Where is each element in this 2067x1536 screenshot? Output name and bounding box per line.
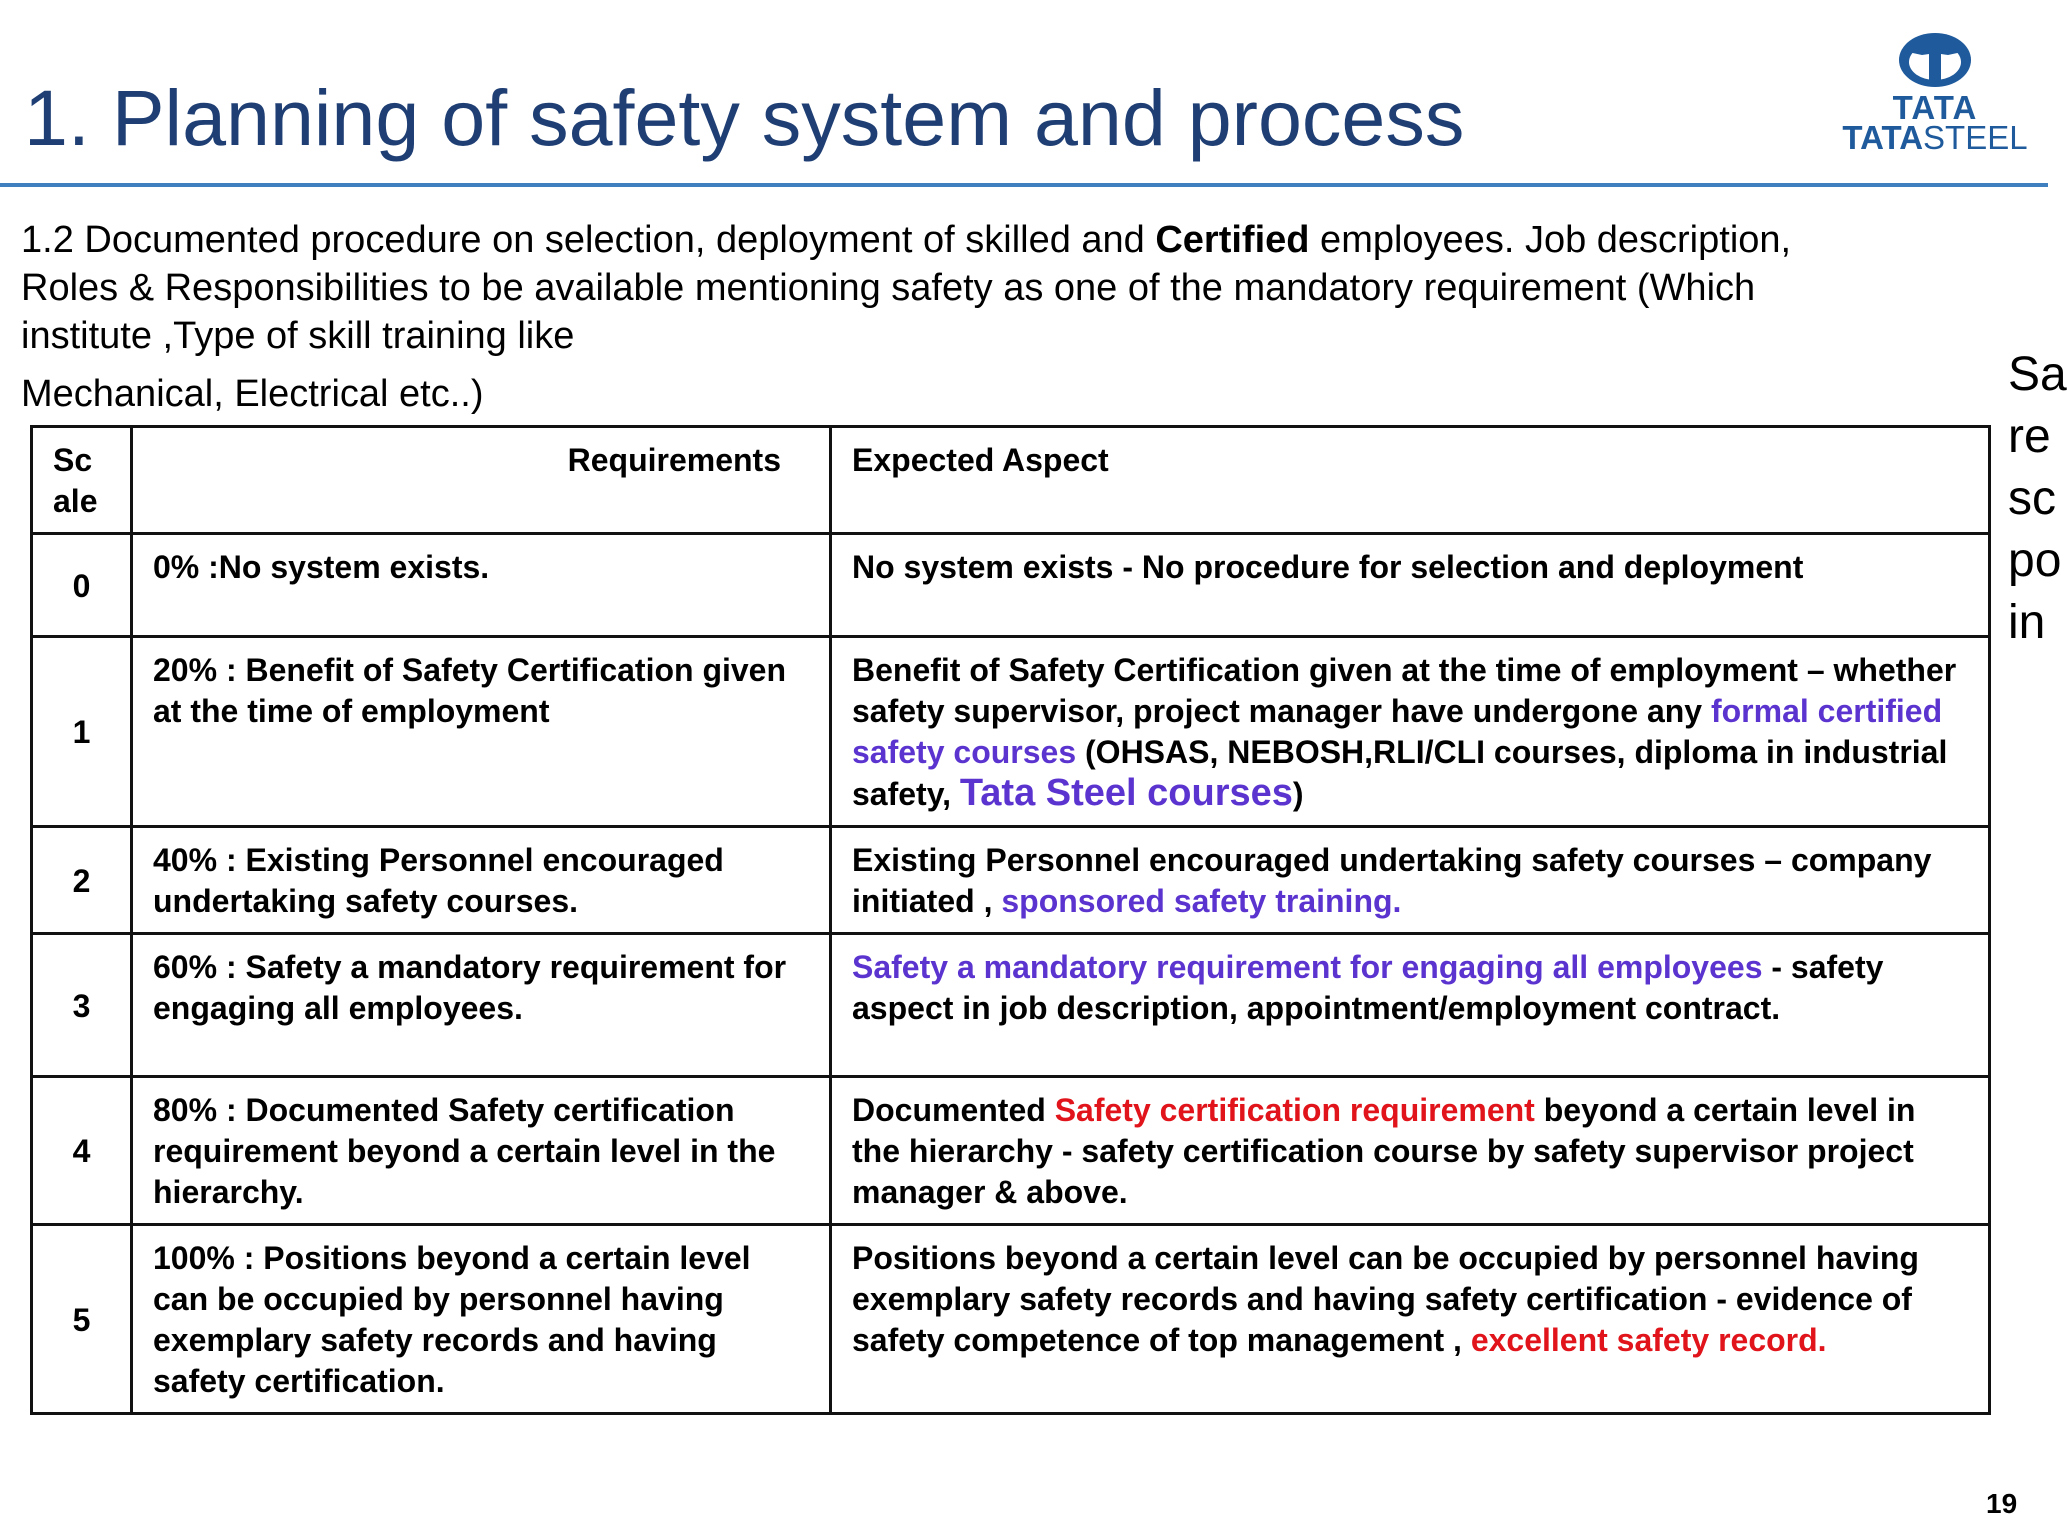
highlight-blue: Tata Steel courses (959, 772, 1293, 814)
side-fragment: Sa (2008, 348, 2067, 401)
side-fragment: re (2008, 410, 2051, 463)
table-row (32, 1077, 1990, 1225)
logo-word-steel: STEEL (1923, 119, 2028, 156)
intro-line-4: Mechanical, Electrical etc..) (21, 373, 484, 415)
side-fragment: in (2008, 596, 2046, 649)
safety-scale-table (30, 425, 1991, 1415)
expected-cell: Existing Personnel encouraged undertaking safety courses – company initiated , sponsored safety training. (831, 827, 1990, 934)
expected-cell: Benefit of Safety Certification given at the time of employment – whether safety supervisor, project manager have undergone any formal certified safety courses (OHSAS, NEBOSH,RLI/CLI courses, diploma in industrial safety, Tata Steel courses) (831, 637, 1990, 827)
logo-word-tata: TATA (1892, 89, 1978, 126)
highlight-blue: sponsored safety training. (1001, 883, 1402, 919)
header-requirements: Requirements (132, 427, 831, 534)
requirement-cell: 80% : Documented Safety certification requirement beyond a certain level in the hierarchy. (132, 1077, 831, 1225)
highlight-red: Safety certification requirement (1054, 1092, 1535, 1128)
logo-word-tata-2: TATA (1842, 119, 1924, 156)
scale-cell: 5 (32, 1225, 132, 1414)
side-fragment: sc (2008, 472, 2056, 525)
expected-cell: Documented Safety certification requirement beyond a certain level in the hierarchy - safety certification course by safety supervisor project manager & above. (831, 1077, 1990, 1225)
highlight-red: excellent safety record. (1470, 1322, 1827, 1358)
scale-cell: 1 (32, 637, 132, 827)
table-row (32, 637, 1990, 827)
header-scale: Sc ale (32, 427, 132, 534)
table-row (32, 534, 1990, 637)
tata-steel-logo (1840, 28, 2030, 158)
slide-title: 1. Planning of safety system and process (24, 73, 1465, 162)
scale-cell: 2 (32, 827, 132, 934)
requirement-cell: 100% : Positions beyond a certain level can be occupied by personnel having exemplary safety records and having safety certification. (132, 1225, 831, 1414)
table-row (32, 827, 1990, 934)
expected-cell: No system exists - No procedure for selection and deployment (831, 534, 1990, 637)
scale-cell: 0 (32, 534, 132, 637)
requirement-cell: 20% : Benefit of Safety Certification given at the time of employment (132, 637, 831, 827)
intro-line-1: 1.2 Documented procedure on selection, deployment of skilled and Certified employees. Job description, (21, 219, 1792, 261)
expected-cell: Positions beyond a certain level can be occupied by personnel having exemplary safety records and having safety certification - evidence of safety competence of top management , excellent safety record. (831, 1225, 1990, 1414)
logo-word-tatasteel (1840, 121, 2030, 154)
scale-cell: 3 (32, 934, 132, 1077)
expected-cell: Safety a mandatory requirement for engaging all employees - safety aspect in job description, appointment/employment contract. (831, 934, 1990, 1077)
side-fragment: po (2008, 534, 2062, 587)
scale-cell: 4 (32, 1077, 132, 1225)
intro-line-2: Roles & Responsibilities to be available mentioning safety as one of the mandatory requirement (Which (21, 267, 1756, 309)
clipped-side-text (2008, 344, 2067, 654)
intro-certified: Certified (1155, 219, 1310, 261)
table-header-row (32, 427, 1990, 534)
table-row (32, 934, 1990, 1077)
intro-line-3: institute ,Type of skill training like (21, 315, 575, 357)
requirement-cell: 0% :No system exists. (132, 534, 831, 637)
title-divider (0, 183, 2048, 187)
requirement-cell: 60% : Safety a mandatory requirement for engaging all employees. (132, 934, 831, 1077)
highlight-blue: Safety a mandatory requirement for engaging all employees (852, 949, 1763, 985)
intro-paragraph (21, 216, 1951, 418)
page-number: 19 (1986, 1488, 2018, 1519)
table-row (32, 1225, 1990, 1414)
tata-emblem-icon (1840, 28, 2030, 90)
header-expected-aspect: Expected Aspect (831, 427, 1990, 534)
requirement-cell: 40% : Existing Personnel encouraged undertaking safety courses. (132, 827, 831, 934)
highlight-blue: formal certified safety courses (852, 693, 1943, 770)
